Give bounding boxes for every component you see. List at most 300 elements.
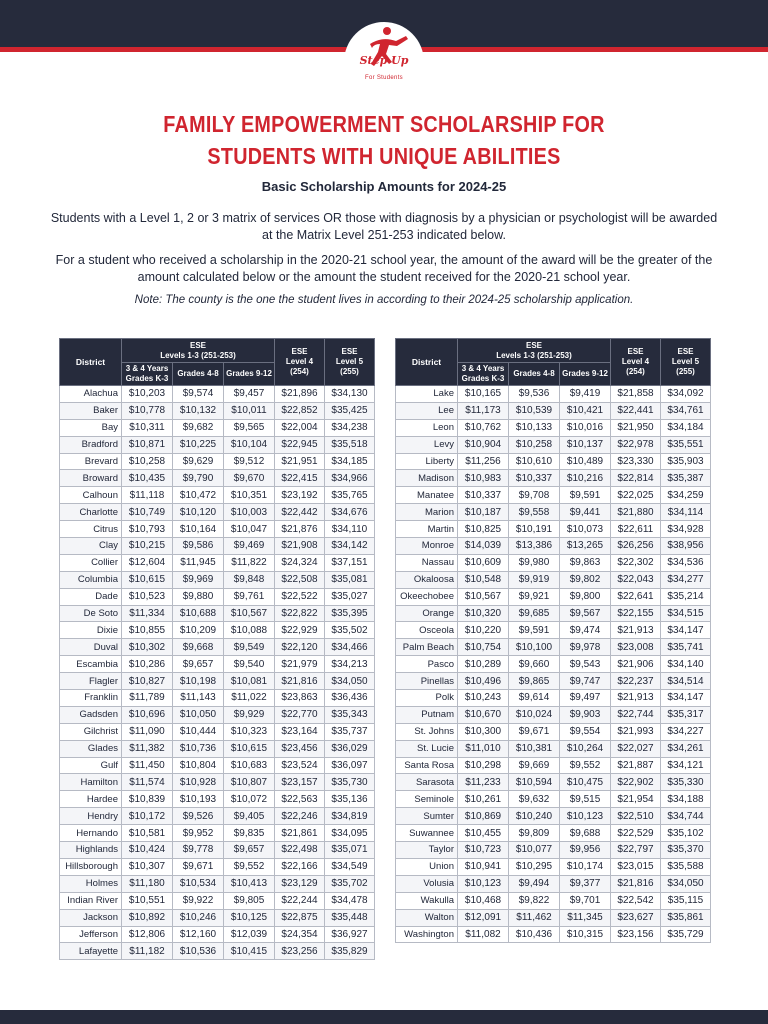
grades-4-8-amount-cell: $10,100	[509, 639, 560, 656]
k3-amount-cell: $14,039	[458, 538, 509, 555]
prior-year-paragraph: For a student who received a scholarship in the 2020-21 school year, the amount of the award will be the greater of the amount calculated below or the amount the student received for the 2020-21 school year.	[55, 253, 713, 284]
level-5-amount-cell: $35,737	[325, 723, 375, 740]
level-5-amount-cell: $34,110	[325, 521, 375, 538]
district-cell: Lake	[396, 386, 458, 403]
table-row	[60, 706, 375, 723]
grades-4-8-amount-cell: $10,050	[173, 706, 224, 723]
grades-4-8-amount-cell: $9,980	[509, 554, 560, 571]
district-cell: Lee	[396, 402, 458, 419]
k3-amount-cell: $11,173	[458, 402, 509, 419]
grades-9-12-amount-cell: $10,072	[224, 791, 275, 808]
table-row	[396, 453, 711, 470]
grades-4-8-amount-cell: $9,526	[173, 808, 224, 825]
header-district: District	[396, 339, 458, 386]
header-grades-9-12: Grades 9-12	[224, 363, 275, 386]
eligibility-paragraph: Students with a Level 1, 2 or 3 matrix of services OR those with diagnosis by a physician or psychologist will be awarded at the Matrix Level 251-253 indicated below.	[50, 211, 718, 242]
grades-9-12-amount-cell: $9,747	[560, 673, 611, 690]
level-4-amount-cell: $22,027	[611, 740, 661, 757]
k3-amount-cell: $10,435	[122, 470, 173, 487]
header-level-5: ESE Level 5 (255)	[325, 339, 375, 386]
district-cell: Leon	[396, 419, 458, 436]
level-4-amount-cell: $21,816	[611, 875, 661, 892]
grades-9-12-amount-cell: $9,567	[560, 605, 611, 622]
grades-4-8-amount-cell: $11,945	[173, 554, 224, 571]
level-4-amount-cell: $22,875	[275, 909, 325, 926]
level-5-amount-cell: $35,115	[661, 892, 711, 909]
table-row	[396, 808, 711, 825]
level-5-amount-cell: $35,387	[661, 470, 711, 487]
k3-amount-cell: $10,496	[458, 673, 509, 690]
grades-4-8-amount-cell: $10,534	[173, 875, 224, 892]
level-5-amount-cell: $34,130	[325, 386, 375, 403]
district-cell: Broward	[60, 470, 122, 487]
level-5-amount-cell: $34,744	[661, 808, 711, 825]
grades-9-12-amount-cell: $9,543	[560, 656, 611, 673]
grades-4-8-amount-cell: $10,258	[509, 436, 560, 453]
grades-9-12-amount-cell: $9,929	[224, 706, 275, 723]
grades-4-8-amount-cell: $10,337	[509, 470, 560, 487]
level-4-amount-cell: $21,896	[275, 386, 325, 403]
grades-4-8-amount-cell: $9,536	[509, 386, 560, 403]
table-row	[60, 639, 375, 656]
table-row	[60, 487, 375, 504]
table-row	[396, 571, 711, 588]
level-5-amount-cell: $35,730	[325, 774, 375, 791]
table-row	[396, 926, 711, 943]
level-4-amount-cell: $22,641	[611, 588, 661, 605]
k3-amount-cell: $10,839	[122, 791, 173, 808]
k3-amount-cell: $12,806	[122, 926, 173, 943]
grades-4-8-amount-cell: $10,077	[509, 842, 560, 859]
grades-9-12-amount-cell: $9,497	[560, 690, 611, 707]
level-4-amount-cell: $22,004	[275, 419, 325, 436]
logo-name: Step Up	[359, 54, 409, 67]
district-cell: Orange	[396, 605, 458, 622]
table-row	[60, 656, 375, 673]
grades-9-12-amount-cell: $9,552	[224, 858, 275, 875]
table-row	[60, 386, 375, 403]
table-row	[60, 554, 375, 571]
level-5-amount-cell: $34,478	[325, 892, 375, 909]
level-4-amount-cell: $22,522	[275, 588, 325, 605]
header-district: District	[60, 339, 122, 386]
district-cell: Escambia	[60, 656, 122, 673]
level-4-amount-cell: $21,858	[611, 386, 661, 403]
grades-9-12-amount-cell: $9,802	[560, 571, 611, 588]
level-4-amount-cell: $22,945	[275, 436, 325, 453]
level-5-amount-cell: $35,518	[325, 436, 375, 453]
k3-amount-cell: $11,256	[458, 453, 509, 470]
level-4-amount-cell: $22,563	[275, 791, 325, 808]
k3-amount-cell: $10,567	[458, 588, 509, 605]
district-cell: Sarasota	[396, 774, 458, 791]
level-5-amount-cell: $35,214	[661, 588, 711, 605]
level-5-amount-cell: $34,227	[661, 723, 711, 740]
k3-amount-cell: $10,749	[122, 504, 173, 521]
district-cell: Okeechobee	[396, 588, 458, 605]
district-cell: Washington	[396, 926, 458, 943]
grades-9-12-amount-cell: $10,264	[560, 740, 611, 757]
grades-4-8-amount-cell: $10,928	[173, 774, 224, 791]
district-cell: Manatee	[396, 487, 458, 504]
grades-4-8-amount-cell: $9,614	[509, 690, 560, 707]
k3-amount-cell: $10,311	[122, 419, 173, 436]
table-row	[60, 892, 375, 909]
header-k3: 3 & 4 Years Grades K-3	[458, 363, 509, 386]
grades-9-12-amount-cell: $9,540	[224, 656, 275, 673]
grades-4-8-amount-cell: $9,952	[173, 825, 224, 842]
k3-amount-cell: $10,855	[122, 622, 173, 639]
level-4-amount-cell: $21,993	[611, 723, 661, 740]
k3-amount-cell: $12,091	[458, 909, 509, 926]
k3-amount-cell: $11,574	[122, 774, 173, 791]
grades-9-12-amount-cell: $10,088	[224, 622, 275, 639]
district-cell: Pasco	[396, 656, 458, 673]
level-5-amount-cell: $34,261	[661, 740, 711, 757]
table-row	[396, 740, 711, 757]
level-5-amount-cell: $35,551	[661, 436, 711, 453]
district-cell: Madison	[396, 470, 458, 487]
level-5-amount-cell: $34,819	[325, 808, 375, 825]
level-4-amount-cell: $22,237	[611, 673, 661, 690]
table-row	[396, 673, 711, 690]
district-cell: Dade	[60, 588, 122, 605]
grades-4-8-amount-cell: $9,682	[173, 419, 224, 436]
scholarship-table-left	[59, 338, 375, 960]
grades-4-8-amount-cell: $10,804	[173, 757, 224, 774]
k3-amount-cell: $10,892	[122, 909, 173, 926]
table-row	[60, 470, 375, 487]
level-4-amount-cell: $21,880	[611, 504, 661, 521]
grades-4-8-amount-cell: $9,632	[509, 791, 560, 808]
grades-4-8-amount-cell: $10,688	[173, 605, 224, 622]
table-row	[396, 842, 711, 859]
level-5-amount-cell: $35,027	[325, 588, 375, 605]
grades-9-12-amount-cell: $9,457	[224, 386, 275, 403]
grades-4-8-amount-cell: $9,778	[173, 842, 224, 859]
table-row	[396, 723, 711, 740]
level-5-amount-cell: $36,029	[325, 740, 375, 757]
grades-4-8-amount-cell: $11,462	[509, 909, 560, 926]
level-4-amount-cell: $22,797	[611, 842, 661, 859]
district-cell: Hillsborough	[60, 858, 122, 875]
level-5-amount-cell: $34,966	[325, 470, 375, 487]
grades-4-8-amount-cell: $10,132	[173, 402, 224, 419]
table-row	[396, 487, 711, 504]
grades-9-12-amount-cell: $10,216	[560, 470, 611, 487]
level-5-amount-cell: $37,151	[325, 554, 375, 571]
level-4-amount-cell: $22,508	[275, 571, 325, 588]
title-line-2: STUDENTS WITH UNIQUE ABILITIES	[207, 143, 561, 169]
level-5-amount-cell: $34,095	[325, 825, 375, 842]
level-5-amount-cell: $34,277	[661, 571, 711, 588]
k3-amount-cell: $10,289	[458, 656, 509, 673]
district-cell: Holmes	[60, 875, 122, 892]
level-5-amount-cell: $36,436	[325, 690, 375, 707]
k3-amount-cell: $11,090	[122, 723, 173, 740]
level-5-amount-cell: $34,259	[661, 487, 711, 504]
level-4-amount-cell: $22,822	[275, 605, 325, 622]
level-4-amount-cell: $22,025	[611, 487, 661, 504]
district-cell: Calhoun	[60, 487, 122, 504]
k3-amount-cell: $10,424	[122, 842, 173, 859]
level-5-amount-cell: $34,147	[661, 690, 711, 707]
grades-4-8-amount-cell: $9,669	[509, 757, 560, 774]
district-cell: Levy	[396, 436, 458, 453]
k3-amount-cell: $10,723	[458, 842, 509, 859]
table-row	[60, 943, 375, 960]
district-cell: Okaloosa	[396, 571, 458, 588]
k3-amount-cell: $10,220	[458, 622, 509, 639]
table-row	[60, 622, 375, 639]
header-level-4: ESE Level 4 (254)	[611, 339, 661, 386]
k3-amount-cell: $10,286	[122, 656, 173, 673]
district-cell: Union	[396, 858, 458, 875]
district-cell: Liberty	[396, 453, 458, 470]
level-4-amount-cell: $23,129	[275, 875, 325, 892]
table-row	[396, 690, 711, 707]
k3-amount-cell: $10,825	[458, 521, 509, 538]
district-cell: Volusia	[396, 875, 458, 892]
level-4-amount-cell: $24,324	[275, 554, 325, 571]
district-cell: Walton	[396, 909, 458, 926]
grades-9-12-amount-cell: $13,265	[560, 538, 611, 555]
grades-9-12-amount-cell: $10,807	[224, 774, 275, 791]
level-4-amount-cell: $23,627	[611, 909, 661, 926]
k3-amount-cell: $10,762	[458, 419, 509, 436]
level-5-amount-cell: $35,702	[325, 875, 375, 892]
district-cell: Highlands	[60, 842, 122, 859]
district-cell: St. Johns	[396, 723, 458, 740]
grades-9-12-amount-cell: $10,567	[224, 605, 275, 622]
grades-9-12-amount-cell: $10,174	[560, 858, 611, 875]
grades-4-8-amount-cell: $9,919	[509, 571, 560, 588]
district-cell: Jackson	[60, 909, 122, 926]
table-row	[396, 858, 711, 875]
grades-9-12-amount-cell: $9,512	[224, 453, 275, 470]
level-4-amount-cell: $24,354	[275, 926, 325, 943]
table-row	[60, 402, 375, 419]
grades-9-12-amount-cell: $9,800	[560, 588, 611, 605]
district-cell: Flagler	[60, 673, 122, 690]
table-row	[60, 926, 375, 943]
k3-amount-cell: $10,187	[458, 504, 509, 521]
district-cell: Gadsden	[60, 706, 122, 723]
table-row	[60, 673, 375, 690]
level-5-amount-cell: $35,861	[661, 909, 711, 926]
level-5-amount-cell: $34,188	[661, 791, 711, 808]
district-cell: Charlotte	[60, 504, 122, 521]
grades-9-12-amount-cell: $9,469	[224, 538, 275, 555]
level-5-amount-cell: $35,071	[325, 842, 375, 859]
k3-amount-cell: $10,551	[122, 892, 173, 909]
table-row	[396, 436, 711, 453]
level-5-amount-cell: $35,903	[661, 453, 711, 470]
k3-amount-cell: $10,203	[122, 386, 173, 403]
level-4-amount-cell: $22,246	[275, 808, 325, 825]
level-5-amount-cell: $38,956	[661, 538, 711, 555]
district-cell: St. Lucie	[396, 740, 458, 757]
level-5-amount-cell: $34,050	[325, 673, 375, 690]
level-5-amount-cell: $34,213	[325, 656, 375, 673]
k3-amount-cell: $10,298	[458, 757, 509, 774]
level-5-amount-cell: $34,676	[325, 504, 375, 521]
district-cell: Dixie	[60, 622, 122, 639]
scholarship-table-right	[395, 338, 711, 943]
grades-4-8-amount-cell: $10,193	[173, 791, 224, 808]
level-5-amount-cell: $34,121	[661, 757, 711, 774]
level-4-amount-cell: $21,906	[611, 656, 661, 673]
table-row	[396, 386, 711, 403]
table-row	[396, 605, 711, 622]
grades-9-12-amount-cell: $10,073	[560, 521, 611, 538]
k3-amount-cell: $10,827	[122, 673, 173, 690]
grades-4-8-amount-cell: $10,024	[509, 706, 560, 723]
district-cell: Baker	[60, 402, 122, 419]
grades-9-12-amount-cell: $9,805	[224, 892, 275, 909]
k3-amount-cell: $10,793	[122, 521, 173, 538]
level-5-amount-cell: $35,343	[325, 706, 375, 723]
level-4-amount-cell: $22,166	[275, 858, 325, 875]
grades-4-8-amount-cell: $9,494	[509, 875, 560, 892]
header-ese-levels-1-3: ESE Levels 1-3 (251-253)	[458, 339, 611, 363]
grades-9-12-amount-cell: $9,670	[224, 470, 275, 487]
bottom-banner	[0, 1010, 768, 1024]
grades-9-12-amount-cell: $9,552	[560, 757, 611, 774]
level-4-amount-cell: $22,441	[611, 402, 661, 419]
district-cell: Duval	[60, 639, 122, 656]
page-subtitle: Basic Scholarship Amounts for 2024-25	[261, 179, 507, 194]
grades-4-8-amount-cell: $9,558	[509, 504, 560, 521]
grades-4-8-amount-cell: $10,164	[173, 521, 224, 538]
district-cell: Clay	[60, 538, 122, 555]
table-row	[396, 791, 711, 808]
grades-9-12-amount-cell: $10,475	[560, 774, 611, 791]
grades-9-12-amount-cell: $9,701	[560, 892, 611, 909]
district-cell: Columbia	[60, 571, 122, 588]
k3-amount-cell: $10,581	[122, 825, 173, 842]
table-row	[396, 656, 711, 673]
level-5-amount-cell: $36,927	[325, 926, 375, 943]
k3-amount-cell: $10,258	[122, 453, 173, 470]
step-up-logo	[344, 22, 424, 102]
k3-amount-cell: $10,983	[458, 470, 509, 487]
grades-9-12-amount-cell: $9,903	[560, 706, 611, 723]
level-5-amount-cell: $35,370	[661, 842, 711, 859]
level-5-amount-cell: $34,147	[661, 622, 711, 639]
level-5-amount-cell: $34,142	[325, 538, 375, 555]
table-row	[396, 419, 711, 436]
table-row	[60, 605, 375, 622]
level-4-amount-cell: $21,908	[275, 538, 325, 555]
level-5-amount-cell: $34,761	[661, 402, 711, 419]
level-4-amount-cell: $21,979	[275, 656, 325, 673]
grades-9-12-amount-cell: $11,822	[224, 554, 275, 571]
level-5-amount-cell: $35,502	[325, 622, 375, 639]
level-4-amount-cell: $22,442	[275, 504, 325, 521]
grades-4-8-amount-cell: $9,591	[509, 622, 560, 639]
grades-4-8-amount-cell: $10,381	[509, 740, 560, 757]
table-body-left	[60, 386, 375, 960]
table-row	[60, 453, 375, 470]
district-cell: Sumter	[396, 808, 458, 825]
district-cell: Palm Beach	[396, 639, 458, 656]
k3-amount-cell: $11,382	[122, 740, 173, 757]
level-4-amount-cell: $22,814	[611, 470, 661, 487]
grades-4-8-amount-cell: $9,671	[509, 723, 560, 740]
table-row	[60, 504, 375, 521]
grades-9-12-amount-cell: $9,554	[560, 723, 611, 740]
k3-amount-cell: $10,941	[458, 858, 509, 875]
level-5-amount-cell: $34,928	[661, 521, 711, 538]
level-4-amount-cell: $23,156	[611, 926, 661, 943]
district-cell: Glades	[60, 740, 122, 757]
k3-amount-cell: $10,123	[458, 875, 509, 892]
grades-9-12-amount-cell: $12,039	[224, 926, 275, 943]
grades-4-8-amount-cell: $10,295	[509, 858, 560, 875]
table-row	[60, 740, 375, 757]
level-5-amount-cell: $34,185	[325, 453, 375, 470]
grades-9-12-amount-cell: $9,835	[224, 825, 275, 842]
grades-4-8-amount-cell: $9,668	[173, 639, 224, 656]
k3-amount-cell: $11,334	[122, 605, 173, 622]
level-4-amount-cell: $22,415	[275, 470, 325, 487]
district-cell: Polk	[396, 690, 458, 707]
level-4-amount-cell: $21,887	[611, 757, 661, 774]
grades-9-12-amount-cell: $10,081	[224, 673, 275, 690]
county-note: Note: The county is the one the student lives in according to their 2024-25 scholarship application.	[134, 294, 634, 306]
k3-amount-cell: $10,615	[122, 571, 173, 588]
header-level-5: ESE Level 5 (255)	[661, 339, 711, 386]
level-4-amount-cell: $22,155	[611, 605, 661, 622]
grades-4-8-amount-cell: $9,790	[173, 470, 224, 487]
level-5-amount-cell: $35,729	[661, 926, 711, 943]
header-level-4: ESE Level 4 (254)	[275, 339, 325, 386]
grades-9-12-amount-cell: $10,683	[224, 757, 275, 774]
level-5-amount-cell: $35,425	[325, 402, 375, 419]
k3-amount-cell: $10,869	[458, 808, 509, 825]
table-body-right	[396, 386, 711, 943]
level-5-amount-cell: $34,536	[661, 554, 711, 571]
k3-amount-cell: $11,010	[458, 740, 509, 757]
level-5-amount-cell: $35,741	[661, 639, 711, 656]
table-row	[60, 774, 375, 791]
k3-amount-cell: $11,082	[458, 926, 509, 943]
level-4-amount-cell: $23,524	[275, 757, 325, 774]
grades-9-12-amount-cell: $10,047	[224, 521, 275, 538]
grades-4-8-amount-cell: $10,444	[173, 723, 224, 740]
level-4-amount-cell: $23,863	[275, 690, 325, 707]
table-row	[396, 892, 711, 909]
grades-4-8-amount-cell: $10,594	[509, 774, 560, 791]
table-row	[60, 723, 375, 740]
grades-4-8-amount-cell: $13,386	[509, 538, 560, 555]
level-4-amount-cell: $22,542	[611, 892, 661, 909]
level-5-amount-cell: $34,140	[661, 656, 711, 673]
district-cell: Collier	[60, 554, 122, 571]
k3-amount-cell: $10,243	[458, 690, 509, 707]
header-k3: 3 & 4 Years Grades K-3	[122, 363, 173, 386]
level-5-amount-cell: $35,136	[325, 791, 375, 808]
level-4-amount-cell: $22,498	[275, 842, 325, 859]
grades-9-12-amount-cell: $9,657	[224, 842, 275, 859]
header-grades-4-8: Grades 4-8	[173, 363, 224, 386]
grades-9-12-amount-cell: $9,549	[224, 639, 275, 656]
district-cell: Hamilton	[60, 774, 122, 791]
grades-9-12-amount-cell: $10,415	[224, 943, 275, 960]
grades-4-8-amount-cell: $9,809	[509, 825, 560, 842]
grades-4-8-amount-cell: $9,629	[173, 453, 224, 470]
